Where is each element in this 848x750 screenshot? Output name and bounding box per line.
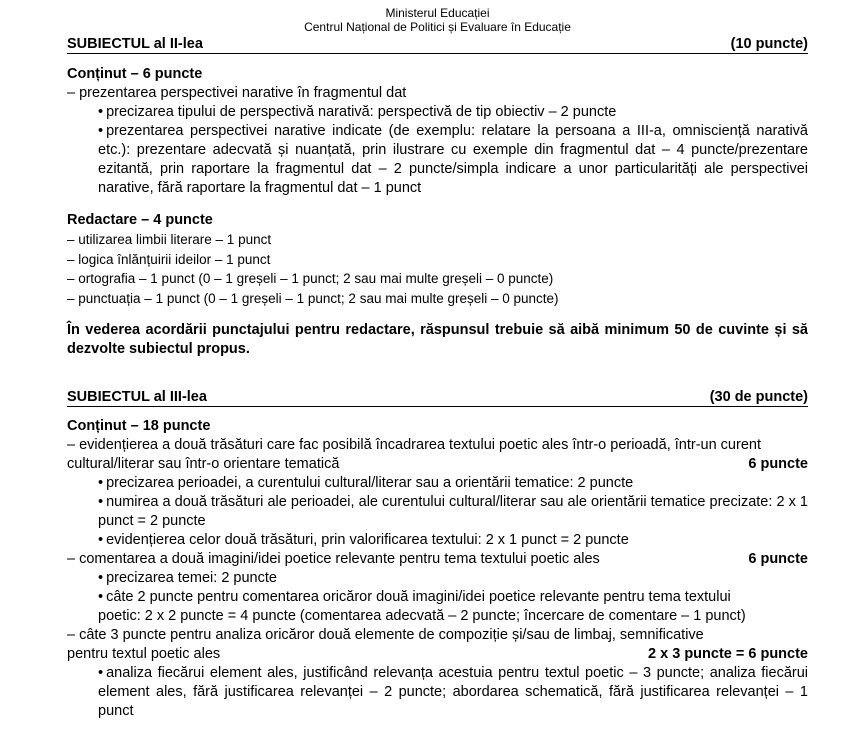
s3-bullet-5-cont: poetic: 2 x 2 puncte = 4 puncte (comentarea adecvată – 2 puncte; încercare de comentare – 1 punct) — [98, 608, 746, 624]
s3-continut-title: Conținut – 18 puncte — [67, 418, 211, 434]
s2-redactare-2: – logica înlănțuirii ideilor – 1 punct — [67, 251, 271, 267]
ministry-name: Ministerul Educației — [385, 6, 490, 20]
s3-item-3-line-2 — [67, 645, 808, 664]
s3-item-1-line-2 — [67, 455, 808, 474]
s3-item-2-points: 6 puncte — [748, 551, 808, 567]
s2-bullet-1: • precizarea tipului de perspectivă narativă: perspectivă de tip obiectiv – 2 puncte — [98, 103, 808, 122]
s3-item-2-text: – comentarea a două imagini/idei poetice relevante pentru tema textului poetic ales — [67, 551, 600, 567]
s2-item-1: – prezentarea perspectivei narative în fragmentul dat — [67, 85, 407, 101]
document-header — [67, 6, 808, 34]
s2-redactare-4: – punctuația – 1 punct (0 – 1 greșeli – 1 punct; 2 sau mai multe greșeli – 0 puncte) — [67, 290, 559, 306]
s3-bullet-5: • câte 2 puncte pentru comentarea oricăror două imagini/idei poetice relevante pentru tema textului — [98, 588, 808, 607]
s3-bullet-1: • precizarea perioadei, a curentului cultural/literar sau a orientării tematice: 2 puncte — [98, 474, 808, 493]
s3-bullet-4: • precizarea temei: 2 puncte — [98, 569, 808, 588]
s3-item-3-text: pentru textul poetic ales — [67, 646, 221, 662]
document-page — [67, 6, 808, 721]
s3-item-2 — [67, 550, 808, 569]
s2-bullet-2: • prezentarea perspectivei narative indicate (de exemplu: relatare la persoana a III-a, omnisciență narativă etc.): prezentare adecvată și nuanțată, prin ilustrare cu exemple din fragmentul dat – 4 puncte/prezentare ezitantă, prin raportare la fragmentul dat – 2 puncte/simpla indicare a unor particularități ale perspectivei narative, fără raportare la fragmentul dat – 1 punct — [98, 122, 808, 198]
s3-item-1-text: cultural/literar sau într-o orientare tematică — [67, 456, 340, 472]
s3-bullet-2: • numirea a două trăsături ale perioadei, ale curentului cultural/literar sau ale orientării tematice precizate: 2 x 1 punct = 2 puncte — [98, 493, 808, 531]
section-2-heading — [67, 36, 808, 54]
s3-item-3-points: 2 x 3 puncte = 6 puncte — [648, 646, 808, 662]
s3-bullet-3: • evidențierea celor două trăsături, prin valorificarea textului: 2 x 1 punct = 2 puncte — [98, 531, 808, 550]
section-2-points: (10 puncte) — [730, 36, 808, 52]
s2-continut-title: Conținut – 6 puncte — [67, 66, 203, 82]
section-3-points: (30 de puncte) — [709, 389, 808, 405]
s3-item-1-line-1: – evidențierea a două trăsături care fac posibilă încadrarea textului poetic ales într-o perioadă, într-un curent — [67, 437, 761, 453]
section-3-title: SUBIECTUL al III-lea — [67, 389, 207, 405]
s3-item-1-points: 6 puncte — [748, 456, 808, 472]
s3-item-3-line-1: – câte 3 puncte pentru analiza oricăror două elemente de compoziție și/sau de limbaj, semnificative — [67, 627, 704, 643]
s2-redactare-3: – ortografia – 1 punct (0 – 1 greșeli – 1 punct; 2 sau mai multe greșeli – 0 puncte) — [67, 271, 554, 286]
s3-bullet-6: • analiza fiecărui element ales, justificând relevanța acestuia pentru textul poetic – 3 puncte; analiza fiecărui element ales, fără justificarea relevanței – 2 puncte; abordarea schematică, fără justificarea relevanței – 1 punct — [98, 664, 808, 721]
s2-redactare-1: – utilizarea limbii literare – 1 punct — [67, 232, 272, 247]
section-2-title: SUBIECTUL al II-lea — [67, 36, 203, 52]
s2-redactare-note: În vederea acordării punctajului pentru redactare, răspunsul trebuie să aibă minimum 50 de cuvinte și să dezvolte subiectul propus. — [67, 322, 808, 357]
section-3-heading — [67, 389, 808, 407]
s2-redactare-title: Redactare – 4 puncte — [67, 212, 213, 228]
center-name: Centrul Național de Politici și Evaluare în Educație — [304, 20, 571, 34]
